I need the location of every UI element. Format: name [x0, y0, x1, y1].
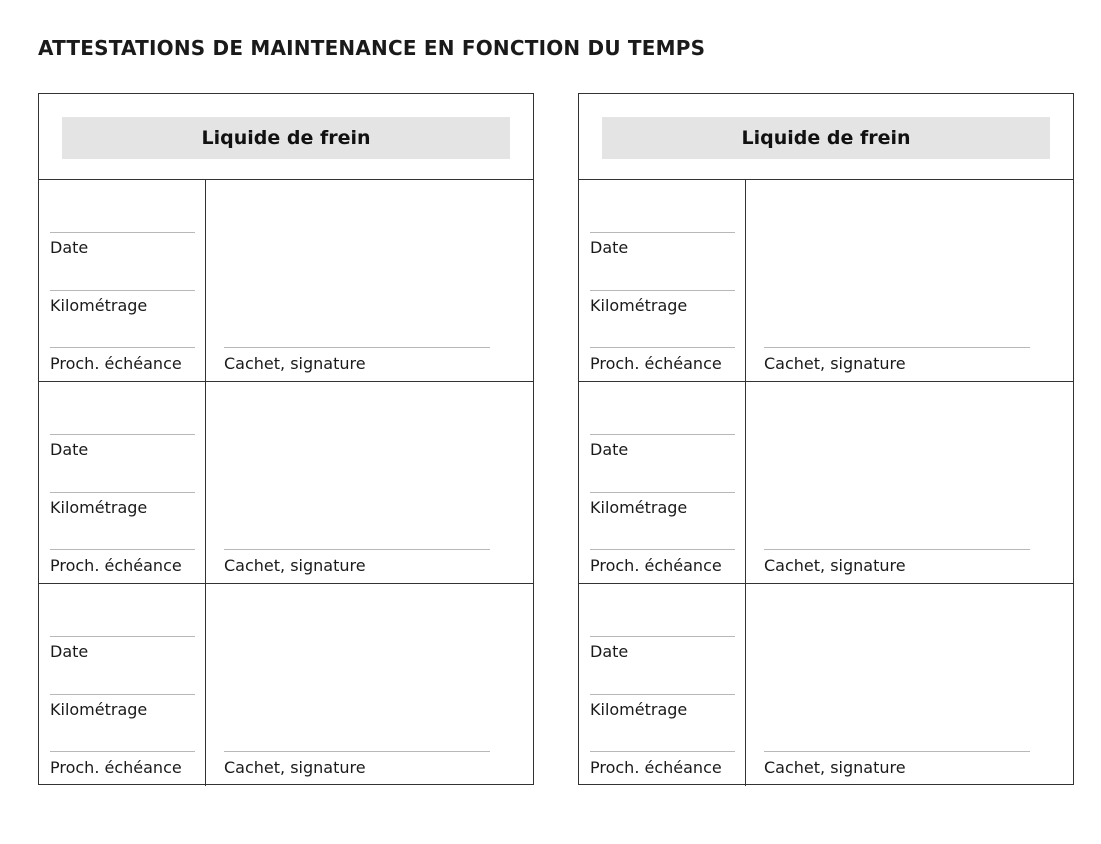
- date-label: Date: [590, 440, 629, 459]
- maintenance-entry: [579, 382, 1073, 584]
- next-due-label: Proch. échéance: [590, 758, 722, 777]
- column-divider: [205, 382, 206, 583]
- next-due-field-line[interactable]: [50, 751, 195, 752]
- mileage-field-line[interactable]: [590, 694, 735, 695]
- stamp-signature-label: Cachet, signature: [764, 758, 906, 777]
- next-due-label: Proch. échéance: [50, 354, 182, 373]
- card-header: [579, 94, 1073, 180]
- maintenance-entry: [579, 180, 1073, 382]
- date-field-line[interactable]: [50, 636, 195, 637]
- stamp-signature-label: Cachet, signature: [224, 354, 366, 373]
- date-label: Date: [590, 238, 629, 257]
- maintenance-entry: [39, 180, 533, 382]
- mileage-label: Kilométrage: [50, 498, 148, 517]
- header-band: [602, 117, 1050, 159]
- next-due-field-line[interactable]: [590, 347, 735, 348]
- next-due-label: Proch. échéance: [590, 354, 722, 373]
- column-divider: [205, 584, 206, 786]
- mileage-label: Kilométrage: [590, 296, 688, 315]
- stamp-signature-line[interactable]: [764, 347, 1030, 348]
- maintenance-card-right: [578, 93, 1074, 785]
- date-label: Date: [50, 440, 89, 459]
- next-due-label: Proch. échéance: [50, 758, 182, 777]
- next-due-label: Proch. échéance: [590, 556, 722, 575]
- mileage-label: Kilométrage: [590, 498, 688, 517]
- column-divider: [745, 584, 746, 786]
- date-field-line[interactable]: [50, 232, 195, 233]
- maintenance-card-left: [38, 93, 534, 785]
- mileage-field-line[interactable]: [590, 492, 735, 493]
- date-field-line[interactable]: [590, 232, 735, 233]
- date-label: Date: [50, 642, 89, 661]
- stamp-signature-line[interactable]: [764, 549, 1030, 550]
- next-due-field-line[interactable]: [590, 751, 735, 752]
- mileage-label: Kilométrage: [50, 296, 148, 315]
- date-label: Date: [50, 238, 89, 257]
- card-title: Liquide de frein: [741, 127, 911, 149]
- date-field-line[interactable]: [590, 636, 735, 637]
- maintenance-entry: [579, 584, 1073, 786]
- header-band: [62, 117, 510, 159]
- stamp-signature-line[interactable]: [764, 751, 1030, 752]
- next-due-field-line[interactable]: [50, 347, 195, 348]
- stamp-signature-label: Cachet, signature: [764, 556, 906, 575]
- page-title: ATTESTATIONS DE MAINTENANCE EN FONCTION DU TEMPS: [38, 36, 706, 60]
- mileage-label: Kilométrage: [50, 700, 148, 719]
- column-divider: [745, 180, 746, 381]
- mileage-field-line[interactable]: [50, 290, 195, 291]
- stamp-signature-line[interactable]: [224, 751, 490, 752]
- next-due-field-line[interactable]: [590, 549, 735, 550]
- mileage-field-line[interactable]: [50, 492, 195, 493]
- next-due-field-line[interactable]: [50, 549, 195, 550]
- card-header: [39, 94, 533, 180]
- mileage-label: Kilométrage: [590, 700, 688, 719]
- next-due-label: Proch. échéance: [50, 556, 182, 575]
- maintenance-entry: [39, 584, 533, 786]
- stamp-signature-line[interactable]: [224, 347, 490, 348]
- stamp-signature-line[interactable]: [224, 549, 490, 550]
- stamp-signature-label: Cachet, signature: [764, 354, 906, 373]
- column-divider: [745, 382, 746, 583]
- maintenance-entry: [39, 382, 533, 584]
- column-divider: [205, 180, 206, 381]
- card-title: Liquide de frein: [201, 127, 371, 149]
- date-label: Date: [590, 642, 629, 661]
- mileage-field-line[interactable]: [50, 694, 195, 695]
- mileage-field-line[interactable]: [590, 290, 735, 291]
- date-field-line[interactable]: [50, 434, 195, 435]
- stamp-signature-label: Cachet, signature: [224, 556, 366, 575]
- date-field-line[interactable]: [590, 434, 735, 435]
- stamp-signature-label: Cachet, signature: [224, 758, 366, 777]
